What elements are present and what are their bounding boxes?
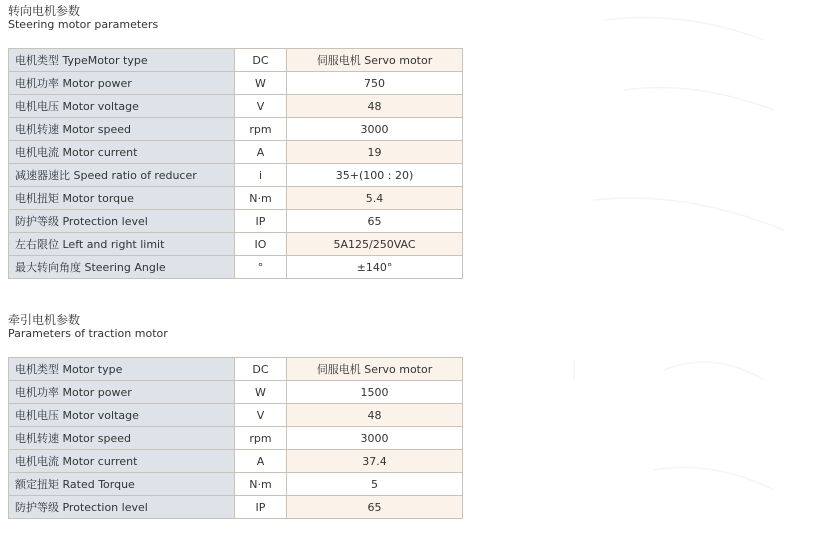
param-value: 19 [287, 141, 463, 164]
table-row [9, 118, 463, 141]
steering-params-table [8, 48, 463, 279]
param-value: 1500 [287, 381, 463, 404]
table-row [9, 72, 463, 95]
param-unit: V [235, 95, 287, 118]
table-row [9, 49, 463, 72]
traction-section [8, 313, 468, 519]
param-unit: N·m [235, 187, 287, 210]
table-row [9, 141, 463, 164]
param-unit: rpm [235, 118, 287, 141]
param-value: ±140° [287, 256, 463, 279]
param-value: 65 [287, 210, 463, 233]
param-label: 电机电流 Motor current [9, 450, 235, 473]
param-label: 额定扭矩 Rated Torque [9, 473, 235, 496]
table-row [9, 473, 463, 496]
param-value: 5A125/250VAC [287, 233, 463, 256]
param-unit: DC [235, 49, 287, 72]
traction-title-cn: 牵引电机参数 [8, 313, 81, 327]
table-row [9, 164, 463, 187]
param-unit: i [235, 164, 287, 187]
param-label: 电机电流 Motor current [9, 141, 235, 164]
param-value: 3000 [287, 427, 463, 450]
param-value: 5 [287, 473, 463, 496]
table-row [9, 233, 463, 256]
param-value: 伺服电机 Servo motor [287, 49, 463, 72]
traction-title-en: Parameters of traction motor [8, 327, 168, 340]
table-row [9, 404, 463, 427]
table-row [9, 358, 463, 381]
param-label: 电机电压 Motor voltage [9, 95, 235, 118]
param-label: 电机功率 Motor power [9, 381, 235, 404]
param-value: 5.4 [287, 187, 463, 210]
param-unit: A [235, 450, 287, 473]
param-label: 减速器速比 Speed ratio of reducer [9, 164, 235, 187]
param-unit: IO [235, 233, 287, 256]
param-unit: N·m [235, 473, 287, 496]
param-label: 防护等级 Protection level [9, 210, 235, 233]
param-label: 电机扭矩 Motor torque [9, 187, 235, 210]
param-label: 左右限位 Left and right limit [9, 233, 235, 256]
table-row [9, 256, 463, 279]
table-row [9, 95, 463, 118]
faint-background-decoration [564, 0, 804, 537]
param-label: 防护等级 Protection level [9, 496, 235, 519]
param-label: 电机电压 Motor voltage [9, 404, 235, 427]
param-label: 电机转速 Motor speed [9, 118, 235, 141]
table-row [9, 381, 463, 404]
traction-params-table [8, 357, 463, 519]
param-value: 65 [287, 496, 463, 519]
param-value: 48 [287, 404, 463, 427]
param-unit: IP [235, 496, 287, 519]
param-unit: W [235, 381, 287, 404]
param-value: 伺服电机 Servo motor [287, 358, 463, 381]
table-row [9, 210, 463, 233]
table-row [9, 496, 463, 519]
param-unit: rpm [235, 427, 287, 450]
param-label: 最大转向角度 Steering Angle [9, 256, 235, 279]
table-row [9, 450, 463, 473]
steering-title-en: Steering motor parameters [8, 18, 159, 31]
table-row [9, 187, 463, 210]
param-label: 电机转速 Motor speed [9, 427, 235, 450]
param-value: 37.4 [287, 450, 463, 473]
param-unit: IP [235, 210, 287, 233]
param-unit: ° [235, 256, 287, 279]
param-value: 35+(100 : 20) [287, 164, 463, 187]
table-row [9, 427, 463, 450]
param-value: 48 [287, 95, 463, 118]
param-label: 电机类型 TypeMotor type [9, 49, 235, 72]
param-value: 3000 [287, 118, 463, 141]
steering-section [8, 4, 468, 279]
param-label: 电机类型 Motor type [9, 358, 235, 381]
steering-title-cn: 转向电机参数 [8, 4, 81, 18]
param-label: 电机功率 Motor power [9, 72, 235, 95]
param-unit: V [235, 404, 287, 427]
param-unit: W [235, 72, 287, 95]
param-unit: DC [235, 358, 287, 381]
param-unit: A [235, 141, 287, 164]
param-value: 750 [287, 72, 463, 95]
